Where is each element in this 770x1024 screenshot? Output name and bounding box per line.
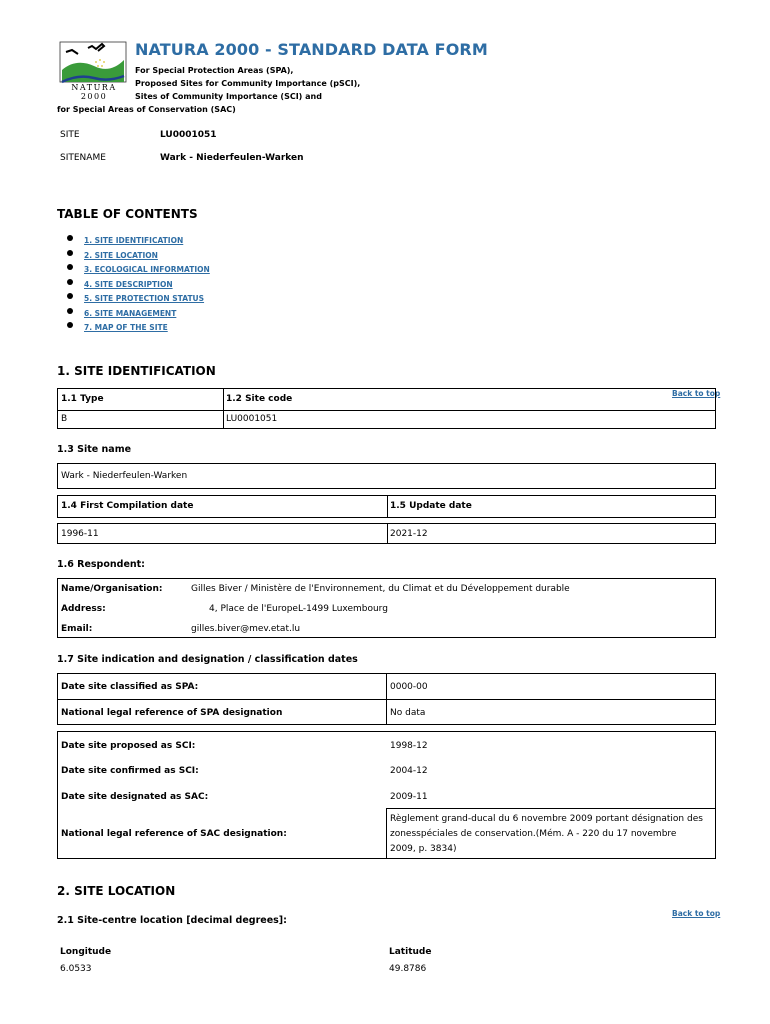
bullet-icon xyxy=(67,293,73,299)
toc-link-map-of-the-site[interactable]: 7. MAP OF THE SITE xyxy=(84,323,168,332)
sac-designated-label: Date site designated as SAC: xyxy=(61,792,209,802)
sci-confirmed-value: 2004-12 xyxy=(390,766,428,776)
spa-date-label: Date site classified as SPA: xyxy=(61,682,199,692)
respondent-address-value: 4, Place de l'EuropeL-1499 Luxembourg xyxy=(209,604,388,614)
sac-ref-label: National legal reference of SAC designation: xyxy=(61,829,287,839)
spa-table xyxy=(57,673,716,725)
intro-line: For Special Protection Areas (SPA), xyxy=(135,66,294,75)
toc-link-ecological-information[interactable]: 3. ECOLOGICAL INFORMATION xyxy=(84,265,210,274)
code-value: LU0001051 xyxy=(226,414,278,424)
site-name-value: Wark - Niederfeulen-Warken xyxy=(61,471,188,481)
intro-line: Sites of Community Importance (SCI) and xyxy=(135,92,322,101)
sac-ref-line: Règlement grand-ducal du 6 novembre 2009 portant désignation des xyxy=(390,814,703,824)
spa-ref-value: No data xyxy=(390,708,426,718)
intro-line: Proposed Sites for Community Importance (pSCI), xyxy=(135,79,361,88)
toc-link-site-protection-status[interactable]: 5. SITE PROTECTION STATUS xyxy=(84,294,205,303)
toc-link-site-location[interactable]: 2. SITE LOCATION xyxy=(84,251,158,260)
centre-location-heading: 2.1 Site-centre location [decimal degrees]: xyxy=(57,915,287,926)
sac-designated-value: 2009-11 xyxy=(390,792,428,802)
logo-text: NATURA 2000 xyxy=(71,83,117,101)
respondent-email-value: gilles.biver@mev.etat.lu xyxy=(191,624,301,634)
type-value: B xyxy=(61,414,68,424)
update-label: 1.5 Update date xyxy=(390,501,472,511)
sitename-label: SITENAME xyxy=(60,153,106,163)
longitude-label: Longitude xyxy=(60,947,112,957)
site-name-box xyxy=(57,463,716,489)
bullet-icon xyxy=(67,235,73,241)
sac-ref-line: zonesspéciales de conservation.(Mém. A - 220 du 17 novembre xyxy=(390,829,677,839)
sci-confirmed-label: Date site confirmed as SCI: xyxy=(61,766,199,776)
respondent-name-value: Gilles Biver / Ministère de l'Environnement, du Climat et du Développement durable xyxy=(191,584,570,594)
intro-line: for Special Areas of Conservation (SAC) xyxy=(57,105,236,114)
compilation-value-table xyxy=(57,523,716,544)
section2-heading: 2. SITE LOCATION xyxy=(57,884,176,898)
site-label: SITE xyxy=(60,130,80,140)
site-name-heading: 1.3 Site name xyxy=(57,444,132,455)
respondent-table xyxy=(57,578,716,638)
sci-proposed-value: 1998-12 xyxy=(390,741,428,751)
sci-proposed-label: Date site proposed as SCI: xyxy=(61,741,196,751)
longitude-value: 6.0533 xyxy=(60,964,92,974)
natura-logo xyxy=(58,40,130,101)
section1-heading: 1. SITE IDENTIFICATION xyxy=(57,364,216,378)
spa-date-value: 0000-00 xyxy=(390,682,428,692)
bullet-icon xyxy=(67,322,73,328)
respondent-email-label: Email: xyxy=(61,624,93,634)
sitename-value: Wark - Niederfeulen-Warken xyxy=(160,153,304,163)
site-value: LU0001051 xyxy=(160,130,217,140)
type-code-table xyxy=(57,388,716,429)
respondent-address-label: Address: xyxy=(61,604,106,614)
compilation-label: 1.4 First Compilation date xyxy=(61,501,194,511)
toc-link-site-management[interactable]: 6. SITE MANAGEMENT xyxy=(84,309,177,318)
respondent-name-label: Name/Organisation: xyxy=(61,584,163,594)
page-title: NATURA 2000 - STANDARD DATA FORM xyxy=(135,40,488,59)
compilation-header-table xyxy=(57,495,716,518)
latitude-value: 49.8786 xyxy=(389,964,427,974)
intro-text xyxy=(135,64,360,103)
latitude-label: Latitude xyxy=(389,947,432,957)
type-label: 1.1 Type xyxy=(61,394,104,404)
bullet-icon xyxy=(67,279,73,285)
sac-ref-line: 2009, p. 3834) xyxy=(390,844,457,854)
code-label: 1.2 Site code xyxy=(226,394,293,404)
bullet-icon xyxy=(67,308,73,314)
bullet-icon xyxy=(67,250,73,256)
toc-link-site-identification[interactable]: 1. SITE IDENTIFICATION xyxy=(84,236,184,245)
bullet-icon xyxy=(67,264,73,270)
spa-ref-label: National legal reference of SPA designation xyxy=(61,708,283,718)
toc-link-site-description[interactable]: 4. SITE DESCRIPTION xyxy=(84,280,173,289)
back-to-top-link[interactable]: Back to top xyxy=(672,389,721,398)
back-to-top-link[interactable]: Back to top xyxy=(672,909,721,918)
toc-heading: TABLE OF CONTENTS xyxy=(57,207,198,221)
respondent-heading: 1.6 Respondent: xyxy=(57,559,145,570)
update-value: 2021-12 xyxy=(390,529,428,539)
sci-sac-table xyxy=(57,731,716,859)
designation-heading: 1.7 Site indication and designation / classification dates xyxy=(57,654,358,665)
compilation-value: 1996-11 xyxy=(61,529,99,539)
